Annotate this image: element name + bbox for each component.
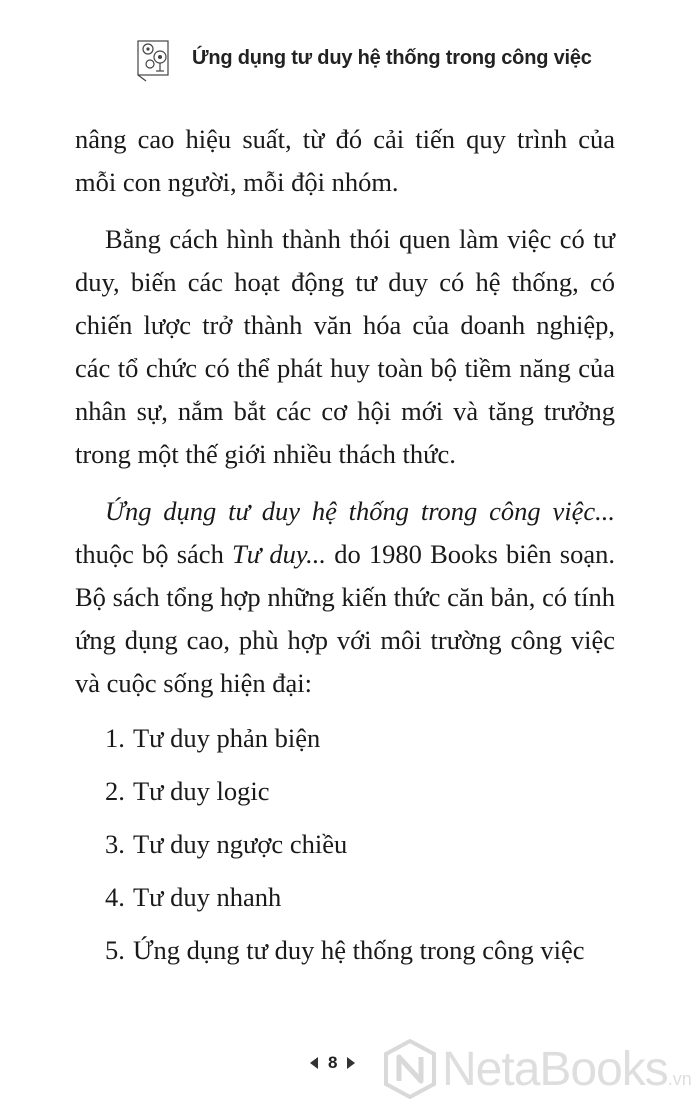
triangle-right-icon <box>347 1057 355 1069</box>
list-item <box>105 717 615 770</box>
list-item <box>105 823 615 876</box>
list-number: 5. <box>105 935 125 965</box>
list-item <box>105 770 615 823</box>
page-footer <box>310 1048 355 1078</box>
list-item-text: Tư duy nhanh <box>133 882 282 912</box>
list-item-text: Tư duy ngược chiều <box>133 829 348 859</box>
watermark <box>384 1036 692 1102</box>
header-title: Ứng dụng tư duy hệ thống trong công việc <box>192 46 592 69</box>
list-item-text: Tư duy phản biện <box>133 723 321 753</box>
book-series-list <box>75 717 615 982</box>
page-content <box>75 118 615 982</box>
list-item-text: Ứng dụng tư duy hệ thống trong công việc <box>133 935 585 965</box>
running-header <box>134 30 594 86</box>
netabooks-logo-icon <box>384 1039 436 1099</box>
book-gears-icon <box>134 33 178 83</box>
paragraph-text: do 1980 Books biên soạn. Bộ sách tổng hợp những kiến thức căn bản, có tính ứng dụng cao, phù hợp với môi trường công việc và cuộc sống hiện đại: <box>75 539 615 698</box>
watermark-brand-name: NetaBooks <box>442 1042 668 1096</box>
paragraph: nâng cao hiệu suất, từ đó cải tiến quy trình của mỗi con người, mỗi đội nhóm. <box>75 124 615 197</box>
page-number: 8 <box>328 1053 338 1072</box>
list-number: 3. <box>105 829 125 859</box>
watermark-brand <box>442 1042 692 1097</box>
watermark-domain: .vn <box>667 1068 692 1089</box>
series-title: Tư duy... <box>232 539 327 569</box>
triangle-left-icon <box>310 1057 318 1069</box>
paragraph-text: thuộc bộ sách <box>75 539 232 569</box>
list-number: 2. <box>105 776 125 806</box>
list-number: 1. <box>105 723 125 753</box>
book-title: Ứng dụng tư duy hệ thống trong công việc... <box>105 496 615 526</box>
list-item-text: Tư duy logic <box>133 776 270 806</box>
list-number: 4. <box>105 882 125 912</box>
paragraph <box>75 490 615 705</box>
list-item <box>105 876 615 929</box>
paragraph: Bằng cách hình thành thói quen làm việc có tư duy, biến các hoạt động tư duy có hệ thống, có chiến lược trở thành văn hóa của doanh nghiệp, các tổ chức có thể phát huy toàn bộ tiềm năng của nhân sự, nắm bắt các cơ hội mới và tăng trưởng trong một thế giới nhiều thách thức. <box>75 224 615 469</box>
list-item <box>105 929 615 982</box>
